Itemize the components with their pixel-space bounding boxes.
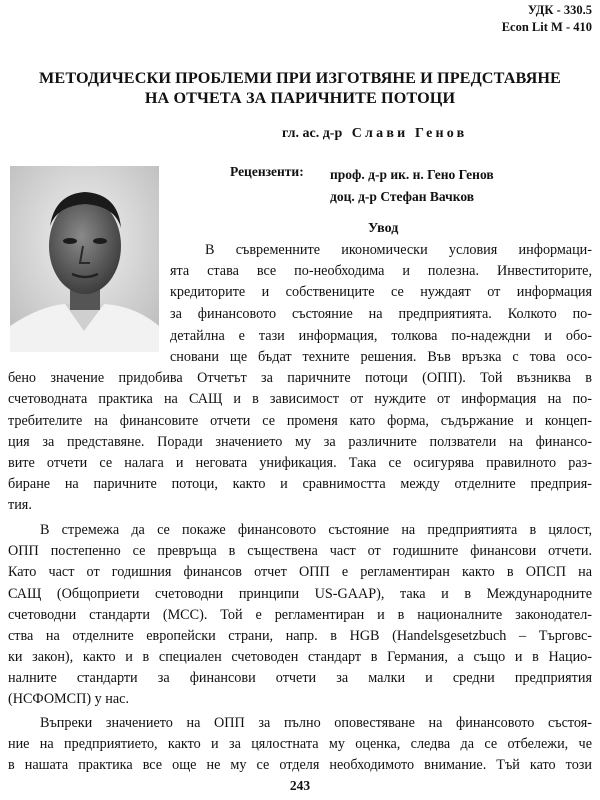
reviewers-list	[330, 164, 494, 208]
author-rank: гл. ас. д-р	[282, 126, 343, 141]
body-line: В стремежа да се покаже финансовото състояние на предприятията в цялост,	[40, 522, 592, 538]
udk-code: УДК - 330.5	[527, 3, 592, 17]
body-line: В съвременните икономически условия информаци-	[205, 242, 592, 258]
body-line: ята става все по-необходима и полезна. Инвеститорите,	[170, 263, 592, 279]
body-line: ства на отделните европейски страни, напр. в HGB (Handelsgesetzbuch – Търговс-	[8, 628, 592, 644]
title-line-2: НА ОТЧЕТА ЗА ПАРИЧНИТЕ ПОТОЦИ	[144, 89, 456, 107]
article-title	[0, 68, 600, 108]
body-line: требителите на финансовите отчети се променя като форма, съдържание и концеп-	[8, 413, 592, 429]
reviewer-2: доц. д-р Стефан Вачков	[330, 189, 475, 204]
author-photo	[10, 166, 159, 352]
body-line: Като част от годишния финансов отчет ОПП е регламентиран както в ОПСП на	[8, 564, 592, 580]
section-heading-intro: Увод	[368, 221, 399, 236]
reviewers-label: Рецензенти:	[230, 164, 304, 179]
body-line: счетоводни стандарти (МСС). Той е регламентиран и в националните законодател-	[8, 607, 592, 623]
body-line: тия.	[8, 497, 32, 513]
body-line: биране на паричните потоци, както и сравнимостта между отделните предприя-	[8, 476, 592, 492]
body-line: ние на предприятието, както и за цялостната му оценка, следва да се отбележи, че	[8, 736, 592, 752]
body-line: в нашата практика все още не му се отделя необходимото внимание. Тъй като този	[8, 757, 592, 773]
body-line: Въпреки значението на ОПП за пълно оповестяване на финансовото състоя-	[40, 715, 592, 731]
body-line: ки закон), както и в специален счетоводен стандарт в Германия, а също и в Нацио-	[8, 649, 592, 665]
body-line: детайлна е тази информация, толкова по-надеждни и обо-	[170, 328, 592, 344]
page-number: 243	[289, 778, 311, 793]
body-line: ция за представяне. Поради значението му за различните ползватели на финансо-	[8, 434, 592, 450]
econlit-code: Econ Lit M - 410	[501, 20, 592, 34]
body-line: (НСФОМСП) у нас.	[8, 691, 130, 707]
body-line: счетоводната практика на САЩ и в зависимост от нуждите от информация на по-	[8, 391, 592, 407]
author-name: Слави Генов	[351, 126, 468, 141]
body-line: бено значение придобива Отчетът за паричните потоци (ОПП). Той възниква в	[8, 370, 592, 386]
title-line-1: МЕТОДИЧЕСКИ ПРОБЛЕМИ ПРИ ИЗГОТВЯНЕ И ПРЕДСТАВЯНЕ	[39, 69, 561, 87]
body-line: кредиторите и собствениците се нуждаят от информация	[170, 284, 592, 300]
body-line: сновани ще бъдат техните решения. Във връзка с това осо-	[170, 349, 592, 365]
author-line	[282, 126, 467, 142]
body-line: за финансовото състояние на предприятията. Колкото по-	[170, 306, 592, 322]
author-portrait-icon	[10, 166, 159, 352]
reviewer-1: проф. д-р ик. н. Гено Генов	[330, 167, 494, 182]
classification-codes	[502, 2, 592, 36]
body-line: вите отчети се налага и неговата унификация. Така се осигурява правилното раз-	[8, 455, 592, 471]
body-line: САЩ (Общоприети счетоводни принципи US-GAAP), така и в Международните	[8, 586, 592, 602]
body-line: ОПП постепенно се превръща в съществена част от годишните финансови отчети.	[8, 543, 592, 559]
body-line: налните стандарти за финансови отчети за малки и средни предприятия	[8, 670, 592, 686]
